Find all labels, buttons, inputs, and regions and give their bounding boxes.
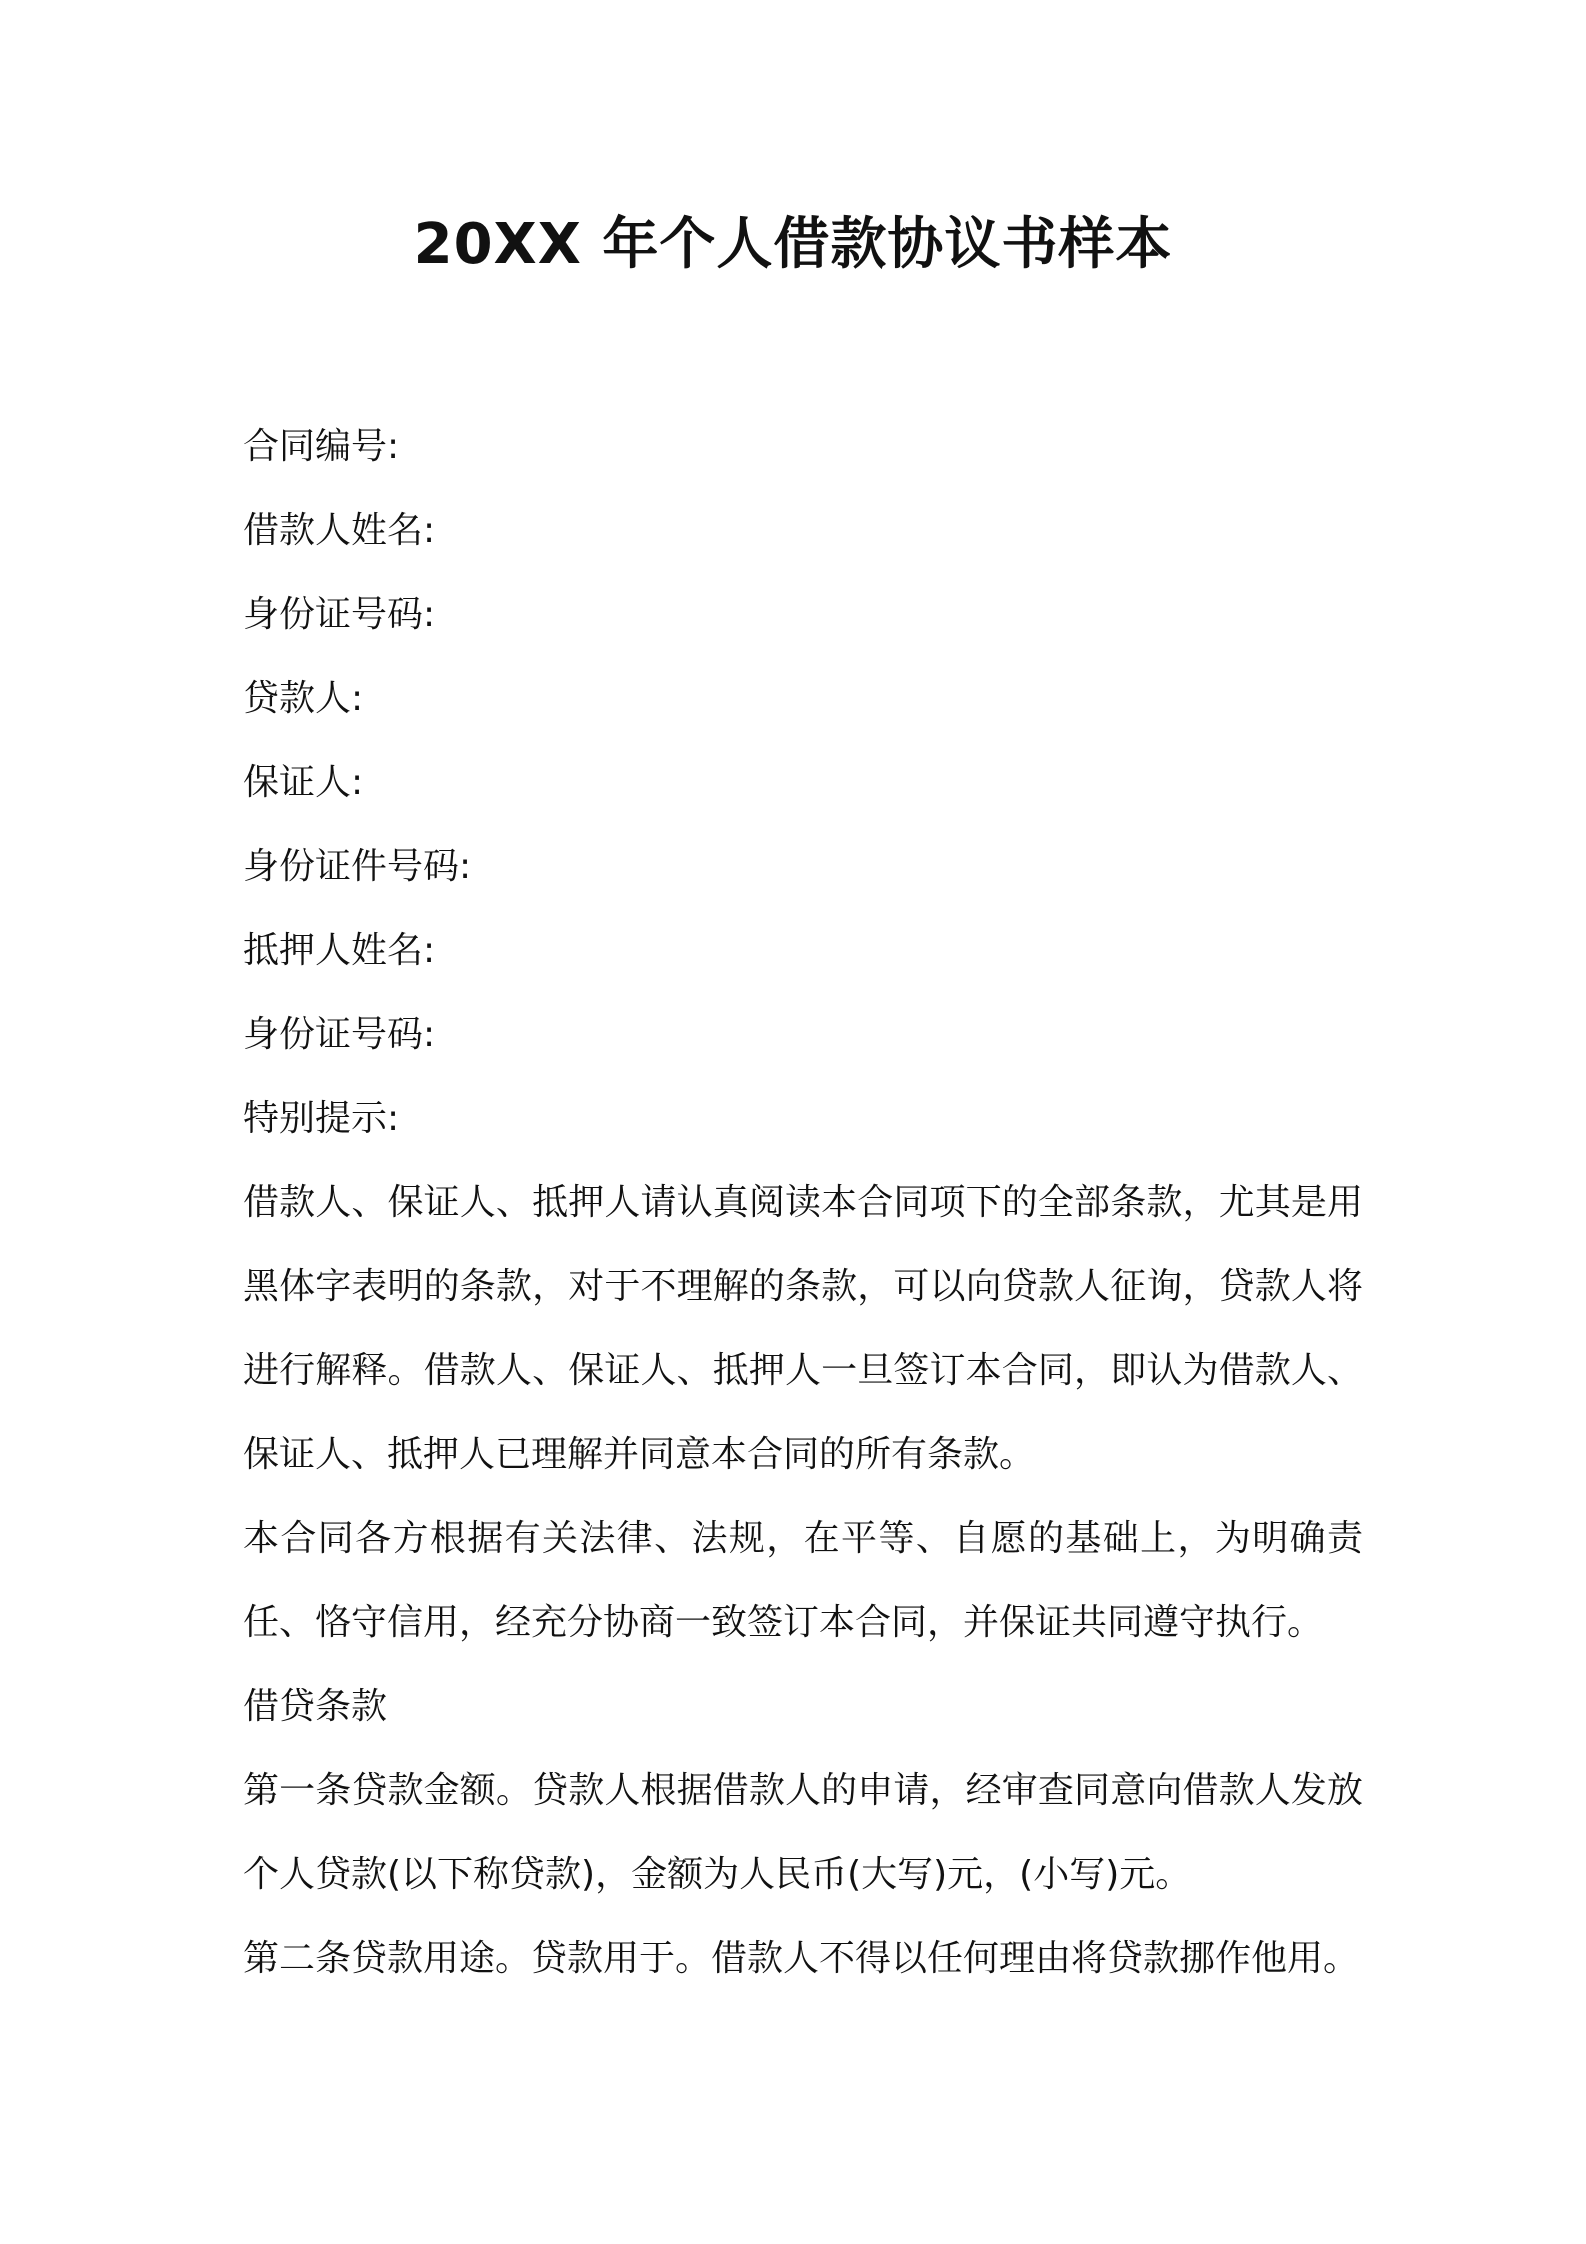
document-title: 20XX 年个人借款协议书样本 xyxy=(413,212,1173,277)
article-1: 第一条贷款金额。贷款人根据借款人的申请，经审查同意向借款人发放个人贷款(以下称贷款)，金额为人民币(大写)元，(小写)元。 xyxy=(243,1770,1363,1895)
field-contract-number: 合同编号: xyxy=(243,426,400,467)
section-heading: 借贷条款 xyxy=(243,1686,388,1727)
paragraph-agreement: 本合同各方根据有关法律、法规，在平等、自愿的基础上，为明确责任、恪守信用，经充分协商一致签订本合同，并保证共同遵守执行。 xyxy=(243,1518,1363,1643)
field-borrower-name: 借款人姓名: xyxy=(243,510,436,551)
field-id-number: 身份证号码: xyxy=(243,594,436,635)
field-mortgagor-name: 抵押人姓名: xyxy=(243,930,436,971)
field-lender: 贷款人: xyxy=(243,678,364,719)
paragraph-notice: 借款人、保证人、抵押人请认真阅读本合同项下的全部条款，尤其是用黑体字表明的条款，对于不理解的条款，可以向贷款人征询，贷款人将进行解释。借款人、保证人、抵押人一旦签订本合同，即认为借款人、保证人、抵押人已理解并同意本合同的所有条款。 xyxy=(243,1182,1363,1475)
field-id-document-number: 身份证件号码: xyxy=(243,846,472,887)
field-guarantor: 保证人: xyxy=(243,762,364,803)
field-id-number-2: 身份证号码: xyxy=(243,1014,436,1055)
document-body xyxy=(243,405,1363,2001)
article-2: 第二条贷款用途。贷款用于。借款人不得以任何理由将贷款挪作他用。 xyxy=(243,1938,1360,1979)
field-special-notice: 特别提示: xyxy=(243,1098,400,1139)
